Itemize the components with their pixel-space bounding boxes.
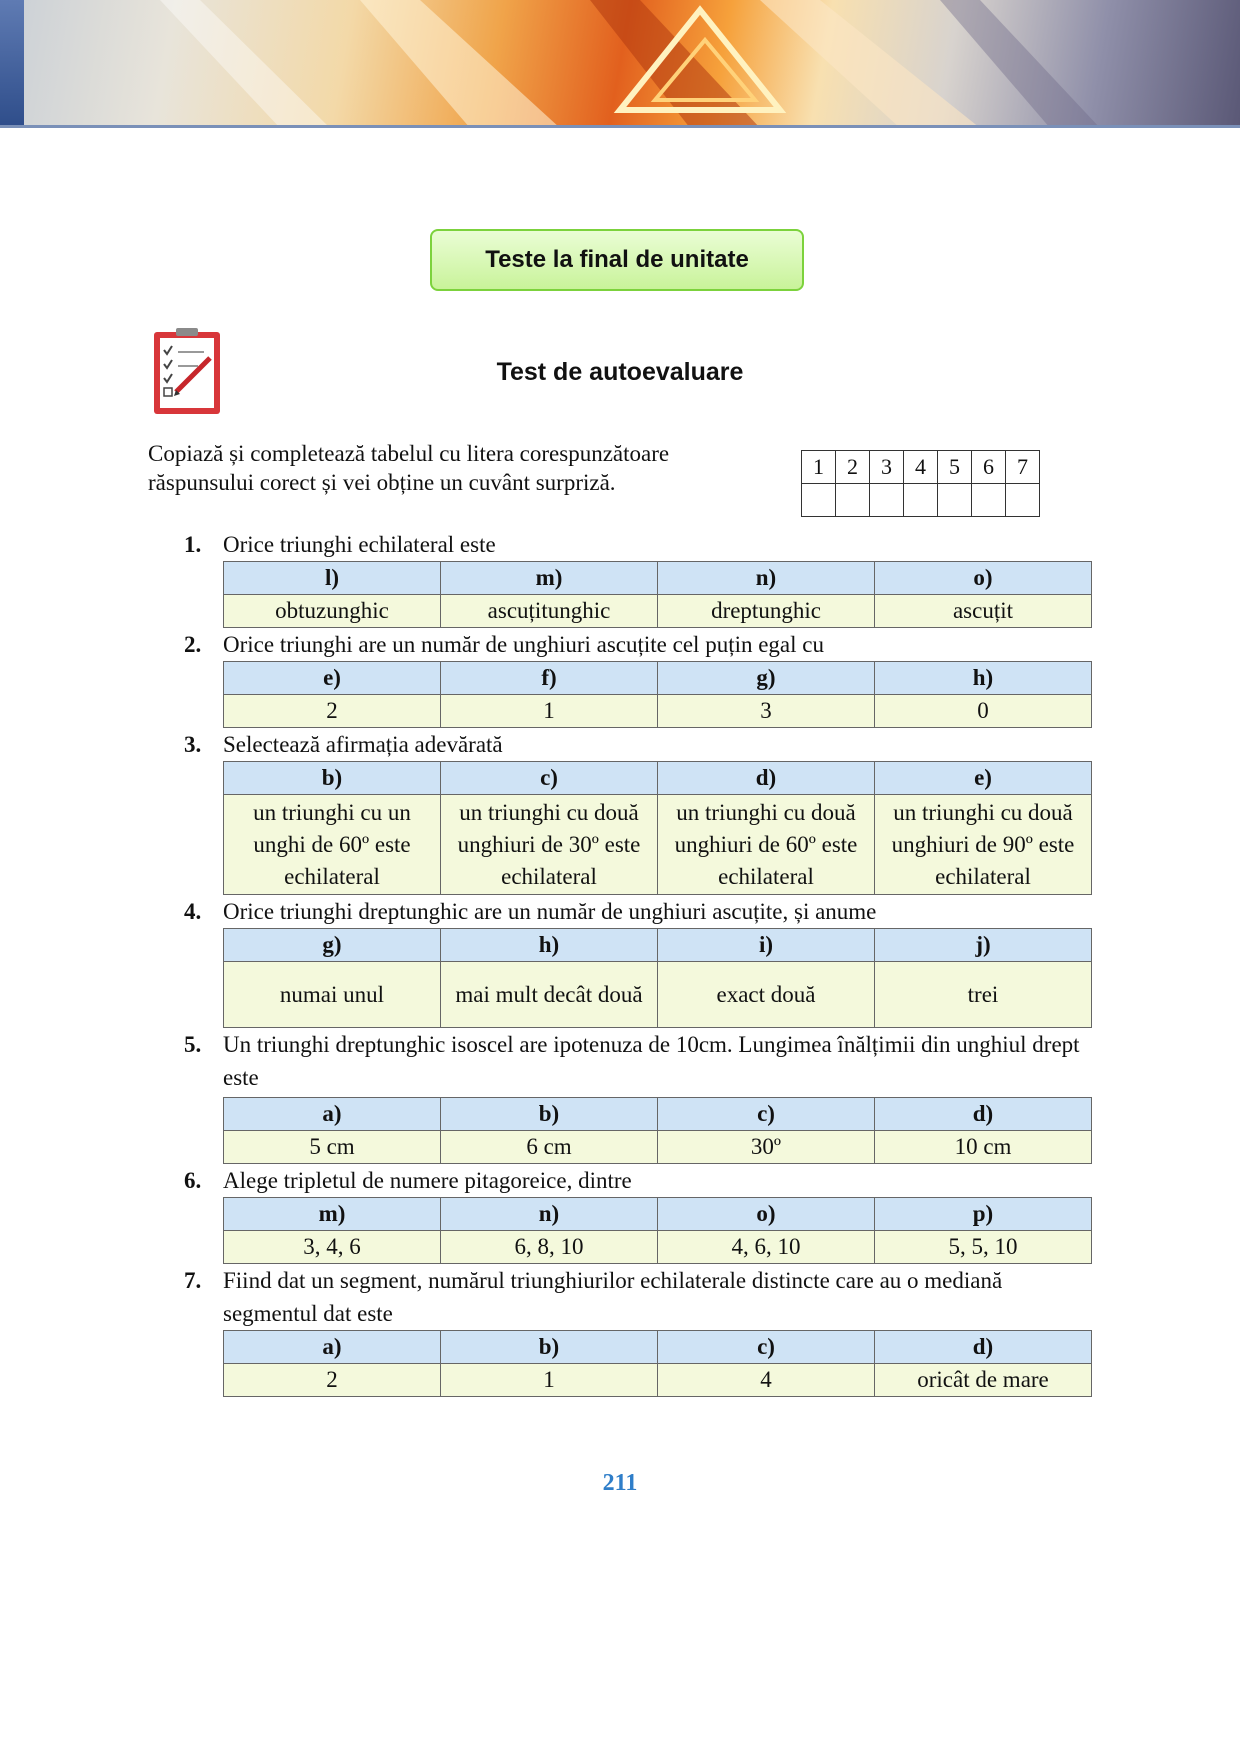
question-text: Alege tripletul de numere pitagoreice, dintre bbox=[223, 1168, 632, 1193]
option-answer: 6, 8, 10 bbox=[441, 1231, 658, 1264]
option-letter: b) bbox=[224, 762, 441, 795]
question-text: Fiind dat un segment, numărul triunghiurilor echilaterale distincte care au o mediană segmentul dat este bbox=[223, 1268, 1003, 1326]
clipboard-checklist-icon bbox=[152, 328, 224, 416]
option-letter: f) bbox=[441, 662, 658, 695]
option-letter: o) bbox=[658, 1198, 875, 1231]
option-answer: un triunghi cu un unghi de 60º este echilateral bbox=[224, 795, 441, 895]
banner-architecture-graphic bbox=[0, 0, 1240, 128]
option-letter: i) bbox=[658, 929, 875, 962]
answer-grid-number: 3 bbox=[870, 451, 904, 484]
options-table-7 bbox=[223, 1330, 1092, 1397]
option-answer: 5 cm bbox=[224, 1131, 441, 1164]
option-letter: a) bbox=[224, 1331, 441, 1364]
option-answer: oricât de mare bbox=[875, 1364, 1092, 1397]
option-answer: un triunghi cu două unghiuri de 90º este echilateral bbox=[875, 795, 1092, 895]
question-number: 7. bbox=[184, 1268, 202, 1293]
option-letter: h) bbox=[875, 662, 1092, 695]
question-text: Orice triunghi echilateral este bbox=[223, 532, 496, 557]
banner-divider bbox=[0, 125, 1240, 128]
option-answer: un triunghi cu două unghiuri de 60º este echilateral bbox=[658, 795, 875, 895]
option-letter: h) bbox=[441, 929, 658, 962]
option-answer: 3 bbox=[658, 695, 875, 728]
options-table-1 bbox=[223, 561, 1092, 628]
page-number: 211 bbox=[602, 1470, 638, 1496]
question-text: Un triunghi dreptunghic isoscel are ipotenuza de 10cm. Lungimea înălțimii din unghiul drept este bbox=[223, 1032, 1080, 1090]
instructions bbox=[148, 439, 768, 497]
option-letter: c) bbox=[441, 762, 658, 795]
option-letter: m) bbox=[224, 1198, 441, 1231]
option-answer: 2 bbox=[224, 695, 441, 728]
option-answer: 6 cm bbox=[441, 1131, 658, 1164]
question-number: 1. bbox=[184, 532, 202, 557]
option-letter: j) bbox=[875, 929, 1092, 962]
banner-left-stripe bbox=[0, 0, 24, 128]
section-title: Teste la final de unitate bbox=[485, 246, 749, 273]
answer-grid-blank-cell[interactable] bbox=[836, 484, 870, 517]
options-table-2 bbox=[223, 661, 1092, 728]
answer-grid-blank-cell[interactable] bbox=[938, 484, 972, 517]
question-text: Selectează afirmația adevărată bbox=[223, 732, 503, 757]
option-letter: b) bbox=[441, 1331, 658, 1364]
answer-grid-blank-cell[interactable] bbox=[870, 484, 904, 517]
option-answer: 2 bbox=[224, 1364, 441, 1397]
option-answer: trei bbox=[875, 962, 1092, 1028]
question-number: 3. bbox=[184, 732, 202, 757]
option-letter: e) bbox=[875, 762, 1092, 795]
option-letter: o) bbox=[875, 562, 1092, 595]
option-letter: e) bbox=[224, 662, 441, 695]
option-answer: obtuzunghic bbox=[224, 595, 441, 628]
option-answer: 4 bbox=[658, 1364, 875, 1397]
answer-grid-number: 2 bbox=[836, 451, 870, 484]
option-answer: numai unul bbox=[224, 962, 441, 1028]
option-letter: g) bbox=[224, 929, 441, 962]
answer-grid-numbers bbox=[802, 451, 1040, 484]
options-table-5 bbox=[223, 1097, 1092, 1164]
question-text: Orice triunghi are un număr de unghiuri ascuțite cel puțin egal cu bbox=[223, 632, 824, 657]
answer-grid-blank-cell[interactable] bbox=[972, 484, 1006, 517]
options-table-6 bbox=[223, 1197, 1092, 1264]
option-letter: a) bbox=[224, 1098, 441, 1131]
answer-grid-number: 4 bbox=[904, 451, 938, 484]
option-answer: ascuțitunghic bbox=[441, 595, 658, 628]
option-answer: 3, 4, 6 bbox=[224, 1231, 441, 1264]
answer-grid-number: 6 bbox=[972, 451, 1006, 484]
option-answer: 0 bbox=[875, 695, 1092, 728]
option-answer: dreptunghic bbox=[658, 595, 875, 628]
question-number: 2. bbox=[184, 632, 202, 657]
question-number: 6. bbox=[184, 1168, 202, 1193]
options-table-4 bbox=[223, 928, 1092, 1028]
answer-grid bbox=[801, 450, 1040, 517]
option-answer: 1 bbox=[441, 1364, 658, 1397]
option-answer: ascuțit bbox=[875, 595, 1092, 628]
option-letter: n) bbox=[658, 562, 875, 595]
option-letter: c) bbox=[658, 1331, 875, 1364]
answer-grid-blank-cell[interactable] bbox=[904, 484, 938, 517]
question-number: 5. bbox=[184, 1032, 202, 1057]
option-letter: d) bbox=[658, 762, 875, 795]
option-answer: 1 bbox=[441, 695, 658, 728]
option-answer: 4, 6, 10 bbox=[658, 1231, 875, 1264]
question-number: 4. bbox=[184, 899, 202, 924]
option-answer: 30º bbox=[658, 1131, 875, 1164]
answer-grid-blank-cell[interactable] bbox=[802, 484, 836, 517]
answer-grid-blank-cell[interactable] bbox=[1006, 484, 1040, 517]
instructions-line-1: Copiază și completează tabelul cu litera corespunzătoare bbox=[148, 441, 670, 466]
option-answer: exact două bbox=[658, 962, 875, 1028]
test-title: Test de autoevaluare bbox=[496, 358, 744, 386]
answer-grid-blank-row bbox=[802, 484, 1040, 517]
question-text: Orice triunghi dreptunghic are un număr de unghiuri ascuțite, și anume bbox=[223, 899, 877, 924]
option-letter: n) bbox=[441, 1198, 658, 1231]
answer-grid-number: 5 bbox=[938, 451, 972, 484]
section-title-box bbox=[430, 229, 804, 291]
options-table-3 bbox=[223, 761, 1092, 895]
option-answer: un triunghi cu două unghiuri de 30º este echilateral bbox=[441, 795, 658, 895]
option-answer: mai mult decât două bbox=[441, 962, 658, 1028]
instructions-line-2: răspunsului corect și vei obține un cuvânt surpriză. bbox=[148, 470, 616, 495]
answer-grid-number: 7 bbox=[1006, 451, 1040, 484]
option-letter: c) bbox=[658, 1098, 875, 1131]
header-banner-image bbox=[0, 0, 1240, 128]
option-letter: b) bbox=[441, 1098, 658, 1131]
option-letter: p) bbox=[875, 1198, 1092, 1231]
option-letter: d) bbox=[875, 1098, 1092, 1131]
option-letter: m) bbox=[441, 562, 658, 595]
option-letter: d) bbox=[875, 1331, 1092, 1364]
option-answer: 5, 5, 10 bbox=[875, 1231, 1092, 1264]
option-letter: l) bbox=[224, 562, 441, 595]
answer-grid-number: 1 bbox=[802, 451, 836, 484]
option-letter: g) bbox=[658, 662, 875, 695]
option-answer: 10 cm bbox=[875, 1131, 1092, 1164]
